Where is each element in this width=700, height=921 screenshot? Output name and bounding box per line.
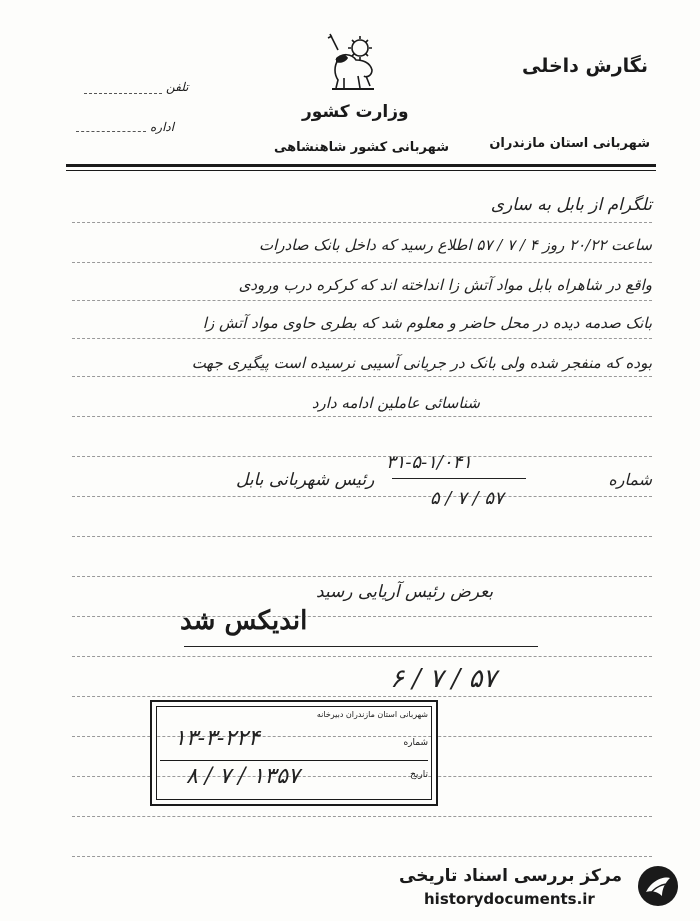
handwritten-line: تلگرام از بابل به ساری (490, 195, 652, 215)
ruled-line (72, 576, 652, 577)
header-divider-thin (66, 170, 656, 171)
ruled-line (72, 656, 652, 657)
handwritten-line: بوده که منفجر شده ولی بانک در جریانی آسیبی نرسیده است پیگیری جهت (191, 354, 652, 372)
ruled-line (72, 222, 652, 223)
indexed-stamp-underline (184, 646, 538, 647)
form-title: نگارش داخلی (521, 55, 648, 77)
stamp-number: ۱۳-۳-۲۲۴ (174, 726, 260, 751)
header-divider-thick (66, 164, 656, 167)
stamp-date-label: تاریخ (410, 770, 428, 780)
ruled-line (72, 376, 652, 377)
marginal-note: بعرض رئیس آریایی رسید (316, 582, 494, 602)
ruled-line (72, 616, 652, 617)
archive-website: historydocuments.ir (424, 890, 595, 908)
handwritten-line: بانک صدمه دیده در محل حاضر و معلوم شد که بطری حاوی مواد آتش زا (202, 314, 652, 332)
report-date: ۵ / ۷ / ۵۷ (430, 488, 504, 509)
provincial-police-name: شهربانی استان مازندران (489, 136, 650, 151)
reference-number: ۳۱-۵-۱/۰۴۱ (386, 452, 472, 473)
signature: رئیس شهربانی بابل (236, 470, 375, 490)
ruled-line (72, 536, 652, 537)
handwritten-line: ساعت ۲۰/۲۲ روز ۴ / ۷ / ۵۷ اطلاع رسید که داخل بانک صادرات (259, 236, 652, 254)
ruled-line (72, 300, 652, 301)
phone-blank (84, 93, 162, 94)
lion-and-sun-emblem-icon (322, 30, 380, 94)
ruled-line (72, 416, 652, 417)
ruled-line (72, 496, 652, 497)
phone-label: تلفن (166, 80, 189, 94)
national-police-name: شهربانی کشور شاهنشاهی (274, 140, 449, 155)
fraction-bar (392, 478, 526, 479)
ruled-line (72, 456, 652, 457)
ruled-line (72, 262, 652, 263)
ruled-line (72, 856, 652, 857)
office-blank (76, 131, 146, 132)
archive-logo-icon (636, 864, 680, 908)
ruled-line (72, 816, 652, 817)
handwritten-line: واقع در شاهراه بابل مواد آتش زا انداخته اند که کرکره درب ورودی (238, 276, 652, 294)
number-label: شماره (608, 470, 652, 489)
ministry-name: وزارت کشور (302, 102, 409, 122)
ruled-line (72, 696, 652, 697)
ruled-line (72, 338, 652, 339)
stamp-header: شهربانی استان مازندران دبیرخانه (316, 710, 428, 719)
indexed-stamp: اندیکس شد (180, 606, 308, 636)
stamp-date: ۸ / ۷ / ۱۳۵۷ (186, 764, 300, 789)
stamp-divider (160, 760, 428, 761)
registry-stamp (150, 700, 438, 806)
stamp-number-label: شماره (403, 738, 428, 748)
note-date: ۶ / ۷ / ۵۷ (390, 664, 497, 694)
handwritten-line: شناسائی عاملین ادامه دارد (311, 394, 480, 412)
office-label: اداره (150, 120, 175, 134)
archive-org-name: مرکز بررسی اسناد تاریخی (399, 866, 622, 886)
